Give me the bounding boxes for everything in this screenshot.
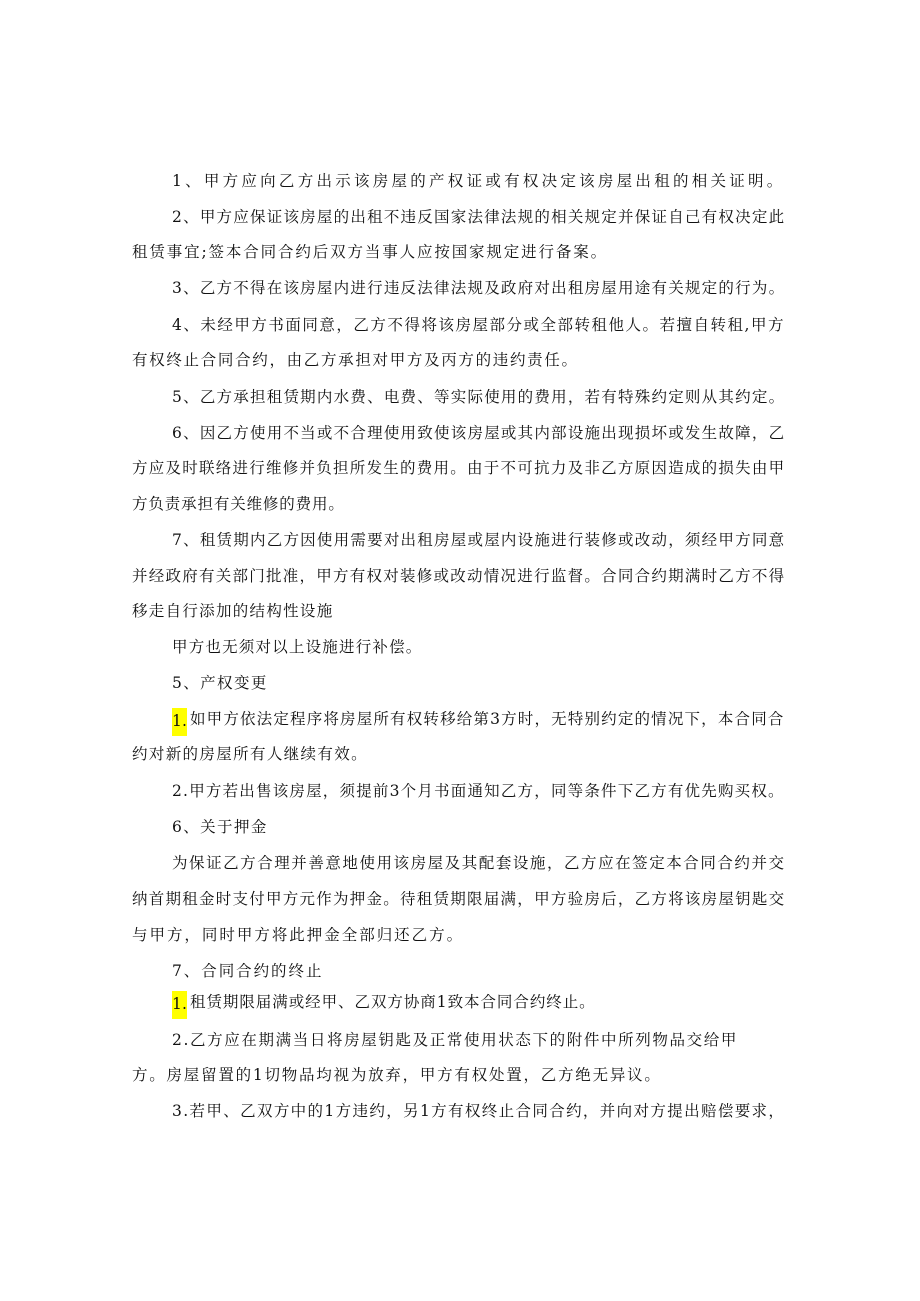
paragraph-line: 甲方也无须对以上设施进行补偿。 (172, 638, 423, 656)
paragraph-line: 3.若甲、乙双方中的1方违约，另1方有权终止合同合约，并向对方提出赔偿要求， (172, 1102, 786, 1120)
paragraph-line: 1、甲方应向乙方出示该房屋的产权证或有权决定该房屋出租的相关证明。 (172, 172, 786, 190)
paragraph-line: 方。房屋留置的1切物品均视为放弃，甲方有权处置，乙方绝无异议。 (132, 1066, 662, 1084)
highlighted-list-marker: 1. (172, 991, 187, 1019)
paragraph-line: 3、乙方不得在该房屋内进行违反法律法规及政府对出租房屋用途有关规定的行为。 (172, 279, 786, 297)
paragraph-line: 纳首期租金时支付甲方元作为押金。待租赁期限届满，甲方验房后，乙方将该房屋钥匙交 (132, 890, 786, 908)
section-heading: 6、关于押金 (172, 818, 268, 836)
paragraph-line: 4、未经甲方书面同意，乙方不得将该房屋部分或全部转租他人。若擅自转租,甲方 (172, 316, 785, 334)
paragraph-line: 2.甲方若出售该房屋，须提前3个月书面通知乙方，同等条件下乙方有优先购买权。 (172, 782, 785, 800)
paragraph-line: 约对新的房屋所有人继续有效。 (132, 745, 368, 763)
section-heading: 7、合同合约的终止 (172, 962, 324, 980)
paragraph-line: 方应及时联络进行维修并负担所发生的费用。由于不可抗力及非乙方原因造成的损失由甲 (132, 459, 786, 477)
paragraph-line: 7、租赁期内乙方因使用需要对出租房屋或屋内设施进行装修或改动，须经甲方同意 (172, 531, 786, 549)
highlighted-list-marker: 1. (172, 708, 187, 736)
paragraph-line: 2.乙方应在期满当日将房屋钥匙及正常使用状态下的附件中所列物品交给甲 (172, 1031, 739, 1049)
paragraph-line: 移走自行添加的结构性设施 (132, 602, 334, 620)
paragraph-line: 2、甲方应保证该房屋的出租不违反国家法律法规的相关规定并保证自己有权决定此 (172, 208, 786, 226)
paragraph-line: 如甲方依法定程序将房屋所有权转移给第3方时，无特别约定的情况下，本合同合 (190, 710, 785, 728)
paragraph-line: 并经政府有关部门批准，甲方有权对装修或改动情况进行监督。合同合约期满时乙方不得 (132, 567, 786, 585)
paragraph-line: 方负责承担有关维修的费用。 (132, 495, 345, 513)
paragraph-line: 与甲方，同时甲方将此押金全部归还乙方。 (132, 926, 465, 944)
paragraph-line: 6、因乙方使用不当或不合理使用致使该房屋或其内部设施出现损坏或发生故障，乙 (172, 424, 786, 442)
section-heading: 5、产权变更 (172, 674, 268, 692)
paragraph-line: 5、乙方承担租赁期内水费、电费、等实际使用的费用，若有特殊约定则从其约定。 (172, 388, 786, 406)
paragraph-line: 有权终止合同合约，由乙方承担对甲方及丙方的违约责任。 (132, 351, 579, 369)
paragraph-line: 租赁事宜;签本合同合约后双方当事人应按国家规定进行备案。 (132, 243, 608, 261)
paragraph-line: 租赁期限届满或经甲、乙双方协商1致本合同合约终止。 (190, 993, 596, 1011)
paragraph-line: 为保证乙方合理并善意地使用该房屋及其配套设施，乙方应在签定本合同合约并交 (172, 854, 786, 872)
